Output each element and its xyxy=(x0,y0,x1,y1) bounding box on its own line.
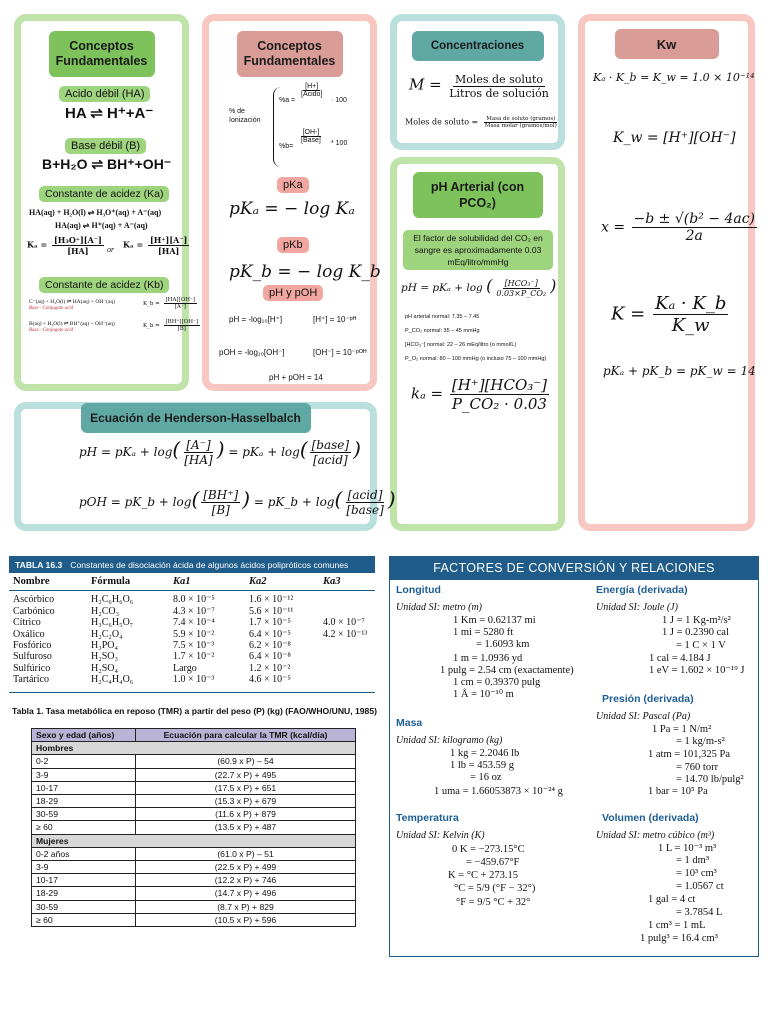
pct-b-fraction xyxy=(297,129,325,144)
longitud-row: 1 mi = 5280 ft xyxy=(453,627,514,638)
cell-equation: (11.6 x P) + 879 xyxy=(136,808,356,821)
volumen-row: 1 cm³ = 1 mL xyxy=(648,920,706,931)
conversion-title: FACTORES DE CONVERSIÓN Y RELACIONES xyxy=(390,557,758,580)
card-conceptos-1 xyxy=(14,14,199,391)
table-row xyxy=(9,617,375,628)
table-row xyxy=(32,874,356,887)
kb-expression-1: K_b = $\frac{[HA][OH^-]}{[A^-]}$ xyxy=(143,297,196,310)
cell-ka1: 8.0 × 10⁻⁵ xyxy=(173,594,215,606)
masa-row: 1 uma = 1.66053873 × 10⁻²⁴ g xyxy=(434,786,563,797)
cell-ka2: 1.2 × 10⁻² xyxy=(249,662,291,674)
volumen-row: 1 pulg³ = 16.4 cm³ xyxy=(640,933,718,944)
pct-a-num: [H+] xyxy=(305,83,319,90)
cell-equation: (13.5 x P) + 487 xyxy=(136,821,356,834)
eq3-left: x = xyxy=(601,219,626,236)
card-title: Concentraciones xyxy=(412,31,544,61)
header-ka1: Ka1 xyxy=(173,576,191,587)
weak-base-label: Base débil (B) xyxy=(65,138,146,154)
temperatura-row: K = °C + 273.15 xyxy=(448,870,519,881)
normal-hco3: [HCO₃⁻] normal: 22 – 26 mEq/litro (o mmol/L) xyxy=(405,342,517,348)
hh-poh-equation: pOH = pK_b + log( $\frac{[BH^+]}{[B]}$ ) = pK_b + log( $\frac{\text{[acid]}}{\text{[base]}}$ ) xyxy=(79,487,396,517)
card-henderson xyxy=(14,402,396,531)
cell-nombre: Sulfúrico xyxy=(13,662,51,674)
presion-row: 1 bar = 10⁵ Pa xyxy=(648,786,708,797)
ka-expression-2: Kₐ = $\frac{[H^+][A^-]}{[HA]}$ xyxy=(123,235,188,256)
sum-equation: pH + pOH = 14 xyxy=(269,373,323,382)
longitud-row: 1 m = 1.0936 yd xyxy=(453,653,523,664)
table-row xyxy=(9,651,375,662)
cell-ka1: 1.0 × 10⁻³ xyxy=(173,674,215,686)
tmr-header-equation: Ecuación para calcular la TMR (kcal/día) xyxy=(136,729,356,742)
volumen-row: 1 L = 10⁻³ m³ xyxy=(658,843,717,854)
eq4-left: K = xyxy=(611,303,646,325)
ka-line-1: HA(aq) + H₂O(l) ⇌ H₃O⁺(aq) + A⁻(aq) xyxy=(29,208,162,217)
cell-ka2: 6.4 × 10⁻⁵ xyxy=(249,628,291,640)
kb-line-1-sub: Base · Conjugate acid xyxy=(29,306,74,311)
cell-ka3 xyxy=(319,591,375,606)
cell-nombre: Sulfuroso xyxy=(13,651,52,663)
tmr-header-row xyxy=(32,729,356,742)
table-row xyxy=(9,674,375,692)
ka-arterial-den: P_CO₂ · 0.03 xyxy=(451,395,547,413)
volumen-unit: Unidad SI: metro cúbico (m³) xyxy=(596,830,715,841)
table-row xyxy=(9,663,375,674)
eq4-den: K_w xyxy=(671,315,710,336)
mol-left: Moles de soluto = xyxy=(405,117,479,127)
presion-row: = 760 torr xyxy=(676,762,719,773)
cell-equation: (61.0 x P) – 51 xyxy=(136,847,356,860)
mol-num: Masa de soluto (gramos) xyxy=(486,116,556,122)
m-den: Litros de solución xyxy=(449,87,549,100)
masa-unit: Unidad SI: kilogramo (kg) xyxy=(396,735,503,746)
cell-ka3: 4.2 × 10⁻¹³ xyxy=(323,628,368,640)
cell-age: 30-59 xyxy=(32,900,136,913)
ka-expression-1: Kₐ = $\frac{\text{[H₃O⁺][A⁻]}}{[HA]}$ xyxy=(27,235,102,256)
cell-ka1: 4.3 × 10⁻⁷ xyxy=(173,605,215,617)
header-ka3: Ka3 xyxy=(323,576,341,587)
cell-ka3 xyxy=(319,606,375,617)
eq3-den: 2a xyxy=(685,228,703,244)
cell-age: 18-29 xyxy=(32,795,136,808)
energia-title: Energía (derivada) xyxy=(596,584,688,596)
masa-row: = 16 oz xyxy=(470,772,502,783)
cell-age: 10-17 xyxy=(32,874,136,887)
table-row xyxy=(32,913,356,926)
cell-ka3 xyxy=(319,640,375,651)
tmr-group-women: Mujeres xyxy=(32,834,356,847)
cell-formula: H₂CO₃ xyxy=(91,605,120,617)
pkb-equation: pK_b = − log K_b xyxy=(229,262,381,282)
hh-ph-equation: pH = pKₐ + log( $\frac{[A^-]}{[HA]}$ ) = pKₐ + log( $\frac{\text{[base]}}{\text{[acid]}}$ ) xyxy=(79,437,361,467)
pct-b-mult: * 100 xyxy=(331,140,348,147)
tmr-group-row xyxy=(32,834,356,847)
hh-den: 0.03×P_CO₂ xyxy=(496,288,547,298)
moles-equation xyxy=(405,116,561,129)
cell-ka1: 7.4 × 10⁻⁴ xyxy=(173,617,215,629)
card-title: Kw xyxy=(615,29,719,59)
volumen-row: = 1.0567 ct xyxy=(676,881,724,892)
m-num: Moles de soluto xyxy=(454,73,543,86)
temperatura-row: = −459.67°F xyxy=(466,857,520,868)
energia-row: 1 eV = 1.602 × 10⁻¹⁹ J xyxy=(649,665,745,676)
pct-b-den: [Base] xyxy=(301,137,321,144)
cell-ka3 xyxy=(319,651,375,662)
temperatura-unit: Unidad SI: Kelvin (K) xyxy=(396,830,485,841)
table-row xyxy=(32,900,356,913)
cell-nombre: Oxálico xyxy=(13,628,45,640)
masa-row: 1 lb = 453.59 g xyxy=(450,760,514,771)
cell-formula: H₂SO₄ xyxy=(91,662,118,674)
header-ka2: Ka2 xyxy=(249,576,267,587)
longitud-row: 1 pulg = 2.54 cm (exactamente) xyxy=(440,665,574,676)
molarity-equation xyxy=(409,73,553,100)
masa-row: 1 kg = 2.2046 lb xyxy=(450,748,520,759)
table-header-row xyxy=(9,573,375,591)
table-caption-bar xyxy=(9,556,375,573)
ka-arterial-left: kₐ = xyxy=(411,384,444,403)
presion-row: 1 atm = 101,325 Pa xyxy=(648,749,731,760)
cell-equation: (10.5 x P) + 596 xyxy=(136,913,356,926)
cell-equation: (22.5 x P) + 499 xyxy=(136,861,356,874)
card-title: Ecuación de Henderson-Hasselbalch xyxy=(81,403,311,433)
mol-den: Masa molar (gramos/mol) xyxy=(484,123,557,129)
normal-ph: pH arterial normal: 7.35 – 7.45 xyxy=(405,314,480,320)
ph-equation: pH = -log₁₀[H⁺] xyxy=(229,315,283,324)
cell-nombre: Carbónico xyxy=(13,605,55,617)
presion-row: = 14.70 lb/pulg² xyxy=(676,774,744,785)
weak-acid-label: Acido débil (HA) xyxy=(59,86,150,102)
cell-ka1: 5.9 × 10⁻² xyxy=(173,628,215,640)
kb-line-1: C⁻(aq) + H₂O(l) ⇌ HA(aq) + OH⁻(aq) xyxy=(29,299,116,305)
ka-arterial-num: [H⁺][HCO₃⁻] xyxy=(451,376,548,394)
cell-equation: (22.7 x P) + 495 xyxy=(136,768,356,781)
cell-formula: H₂SO₃ xyxy=(91,651,118,663)
ph-poh-label: pH y pOH xyxy=(263,285,323,301)
tmr-header-sex-age: Sexo y edad (años) xyxy=(32,729,136,742)
cell-ka2: 4.6 × 10⁻⁵ xyxy=(249,674,291,686)
cell-ka2: 6.4 × 10⁻⁸ xyxy=(249,651,291,663)
cell-formula: H₂C₄H₄O₆ xyxy=(91,674,134,686)
normal-po2: P_O₂ normal: 80 – 100 mmHg (o incluso 75 – 100 mmHg) xyxy=(405,356,547,362)
pka-label: pKa xyxy=(277,177,309,193)
longitud-row: 1 Å = 10⁻¹⁰ m xyxy=(453,689,514,700)
card-kw xyxy=(578,14,755,531)
header-formula: Fórmula xyxy=(91,576,131,587)
energia-unit: Unidad SI: Joule (J) xyxy=(596,602,678,613)
table-tag: TABLA 16.3 xyxy=(15,559,63,570)
cell-age: 30-59 xyxy=(32,808,136,821)
cell-ka2: 6.2 × 10⁻⁸ xyxy=(249,640,291,652)
cell-ka2: 1.6 × 10⁻¹² xyxy=(249,594,294,606)
m-left: M = xyxy=(409,75,442,94)
normal-pco2: P_CO₂ normal: 35 – 45 mmHg xyxy=(405,328,480,334)
table-row xyxy=(32,755,356,768)
pct-a-fraction xyxy=(297,83,326,98)
pct-a-left: %a = xyxy=(279,97,296,104)
ka-line-2: HA(aq) ⇌ H⁺(aq) + A⁻(aq) xyxy=(55,221,148,230)
cell-ka2: 1.7 × 10⁻⁵ xyxy=(249,617,291,629)
cell-ka2: 5.6 × 10⁻¹¹ xyxy=(249,605,294,617)
card-title: Conceptos Fundamentales xyxy=(49,31,155,77)
longitud-unit: Unidad SI: metro (m) xyxy=(396,602,483,613)
volumen-row: 1 gal = 4 ct xyxy=(648,894,696,905)
cell-ka3 xyxy=(319,663,375,674)
volumen-row: = 10³ cm³ xyxy=(676,868,717,879)
presion-unit: Unidad SI: Pascal (Pa) xyxy=(596,711,691,722)
pct-a-mult: · 100 xyxy=(331,97,347,104)
weak-acid-equation: HA ⇌ H⁺+A⁻ xyxy=(65,105,154,122)
cell-age: 0-2 años xyxy=(32,847,136,860)
cell-formula: H₂C₂O₄ xyxy=(91,628,123,640)
oh-equation: [OH⁻] = 10⁻ᵖᴼᴴ xyxy=(313,348,367,357)
conversion-panel xyxy=(389,556,759,957)
temperatura-title: Temperatura xyxy=(396,812,459,824)
table-row xyxy=(32,768,356,781)
h-equation: [H⁺] = 10⁻ᵖᴴ xyxy=(313,315,357,324)
cell-age: 18-29 xyxy=(32,887,136,900)
card-title: pH Arterial (con PCO₂) xyxy=(413,172,543,218)
table-caption: Constantes de disociación ácida de algunos ácidos polipróticos comunes xyxy=(70,559,349,570)
card-title: Conceptos Fundamentales xyxy=(237,31,343,77)
cell-ka1: Largo xyxy=(173,662,197,674)
tmr-table xyxy=(31,728,356,927)
kw-equation-1: Kₐ · K_b = K_w = 1.0 × 10⁻¹⁴ xyxy=(593,71,755,84)
ka-label: Constante de acidez (Ka) xyxy=(39,186,169,202)
kb-line-2: B(aq) + H₂O(l) ⇌ BH⁺(aq) + OH⁻(aq) xyxy=(29,321,115,327)
longitud-row: = 1.6093 km xyxy=(476,639,530,650)
presion-title: Presión (derivada) xyxy=(602,693,694,705)
longitud-row: 1 cm = 0.39370 pulg xyxy=(453,677,541,688)
or-text: or xyxy=(107,245,115,254)
cell-equation: (15.3 x P) + 679 xyxy=(136,795,356,808)
table-row xyxy=(9,591,375,606)
arterial-hh-equation: pH = pKₐ + log ( $\frac{\text{[HCO₃⁻]}}{\text{0.03×P\_CO₂}}$ ) xyxy=(401,276,557,298)
energia-row: 1 J = 1 Kg-m²/s² xyxy=(662,615,731,626)
cell-equation: (12.2 x P) + 746 xyxy=(136,874,356,887)
tmr-caption: Tabla 1. Tasa metabólica en reposo (TMR) a partir del peso (P) (kg) (FAO/WHO/UNU, 1985) xyxy=(12,706,377,716)
volumen-title: Volumen (derivada) xyxy=(602,812,699,824)
ionization-label: % de Ionización xyxy=(229,108,261,124)
temperatura-row: °F = 9/5 °C + 32° xyxy=(456,897,531,908)
longitud-row: 1 Km = 0.62137 mi xyxy=(453,615,536,626)
table-row xyxy=(9,606,375,617)
volumen-row: = 3.7854 L xyxy=(676,907,723,918)
pct-a-den: [Acido] xyxy=(301,91,323,98)
table-row xyxy=(32,795,356,808)
poh-equation: pOH = -log₁₀[OH⁻] xyxy=(219,348,285,357)
presion-row: = 1 kg/m-s² xyxy=(676,736,725,747)
pkb-label: pKb xyxy=(277,237,309,253)
cell-nombre: Cítrico xyxy=(13,617,41,629)
eq4-num: Kₐ · K_b xyxy=(655,293,727,314)
cell-equation: (8.7 x P) + 829 xyxy=(136,900,356,913)
table-row xyxy=(9,640,375,651)
cell-formula: H₂C₆H₆O₆ xyxy=(91,594,134,606)
presion-row: 1 Pa = 1 N/m² xyxy=(652,724,712,735)
temperatura-row: °C = 5/9 (°F − 32°) xyxy=(454,883,536,894)
kb-line-2-sub: Base · Conjugate acid xyxy=(29,328,74,333)
card-ph-arterial xyxy=(390,157,565,531)
kb-expression-2: K_b = $\frac{[BH^+][OH^-]}{[B]}$ xyxy=(143,319,199,332)
pct-b-left: %b= xyxy=(279,143,294,150)
hh-left: pH = pKₐ + log xyxy=(401,282,483,294)
kb-label: Constante de acidez (Kb) xyxy=(39,277,169,293)
table-16-3 xyxy=(9,556,375,693)
acid-table-body xyxy=(9,591,375,692)
k-equation xyxy=(611,293,730,336)
tmr-group-row xyxy=(32,742,356,755)
cell-ka1: 7.5 × 10⁻³ xyxy=(173,640,215,652)
tmr-group-men: Hombres xyxy=(32,742,356,755)
energia-row: 1 cal = 4.184 J xyxy=(649,653,711,664)
pct-b-num: [OH-] xyxy=(302,129,320,136)
cell-ka1: 1.7 × 10⁻² xyxy=(173,651,215,663)
kw-equation-2: K_w = [H⁺][OH⁻] xyxy=(613,130,736,146)
cell-age: ≥ 60 xyxy=(32,821,136,834)
table-row xyxy=(9,629,375,640)
masa-title: Masa xyxy=(396,717,423,729)
energia-row: 1 J = 0.2390 cal xyxy=(662,627,729,638)
pka-equation: pKₐ = − log Kₐ xyxy=(229,199,355,219)
header-nombre: Nombre xyxy=(13,576,50,587)
longitud-title: Longitud xyxy=(396,584,441,596)
cell-nombre: Ascórbico xyxy=(13,594,55,606)
cell-age: 3-9 xyxy=(32,768,136,781)
hh-num: [HCO₃⁻] xyxy=(504,278,538,288)
volumen-row: = 1 dm³ xyxy=(676,855,709,866)
pk-sum-equation: pKₐ + pK_b = pK_w = 14 xyxy=(603,364,756,378)
acid-table xyxy=(9,573,375,693)
cell-ka3: 4.0 × 10⁻⁷ xyxy=(323,617,365,629)
weak-base-equation: B+H₂O ⇌ BH⁺+OH⁻ xyxy=(42,156,172,172)
cell-ka3 xyxy=(319,674,375,692)
table-row xyxy=(32,887,356,900)
table-row xyxy=(32,821,356,834)
table-row xyxy=(32,781,356,794)
quadratic-equation xyxy=(601,211,759,244)
cell-age: ≥ 60 xyxy=(32,913,136,926)
table-row xyxy=(32,861,356,874)
card-conceptos-2 xyxy=(202,14,381,391)
cell-nombre: Fosfórico xyxy=(13,640,52,652)
table-row xyxy=(32,847,356,860)
cell-age: 10-17 xyxy=(32,781,136,794)
cell-formula: H₃C₆H₅O₇ xyxy=(91,617,134,629)
cell-age: 3-9 xyxy=(32,861,136,874)
energia-row: = 1 C × 1 V xyxy=(676,640,726,651)
cell-equation: (14.7 x P) + 496 xyxy=(136,887,356,900)
cell-equation: (17.5 x P) + 651 xyxy=(136,781,356,794)
eq3-num: −b ± √(b² − 4ac) xyxy=(633,211,755,227)
card-concentraciones xyxy=(390,14,565,150)
cell-formula: H₃PO₄ xyxy=(91,640,118,652)
table-row xyxy=(32,808,356,821)
temperatura-row: 0 K = −273.15°C xyxy=(452,844,525,855)
cell-equation: (60.9 x P) – 54 xyxy=(136,755,356,768)
cell-age: 0-2 xyxy=(32,755,136,768)
cell-nombre: Tartárico xyxy=(13,674,49,686)
ka-arterial-equation xyxy=(411,376,551,413)
solubility-note: El factor de solubilidad del CO₂ en sangre es aproximadamente 0.03 mEq/litro/mmHg xyxy=(403,230,553,270)
